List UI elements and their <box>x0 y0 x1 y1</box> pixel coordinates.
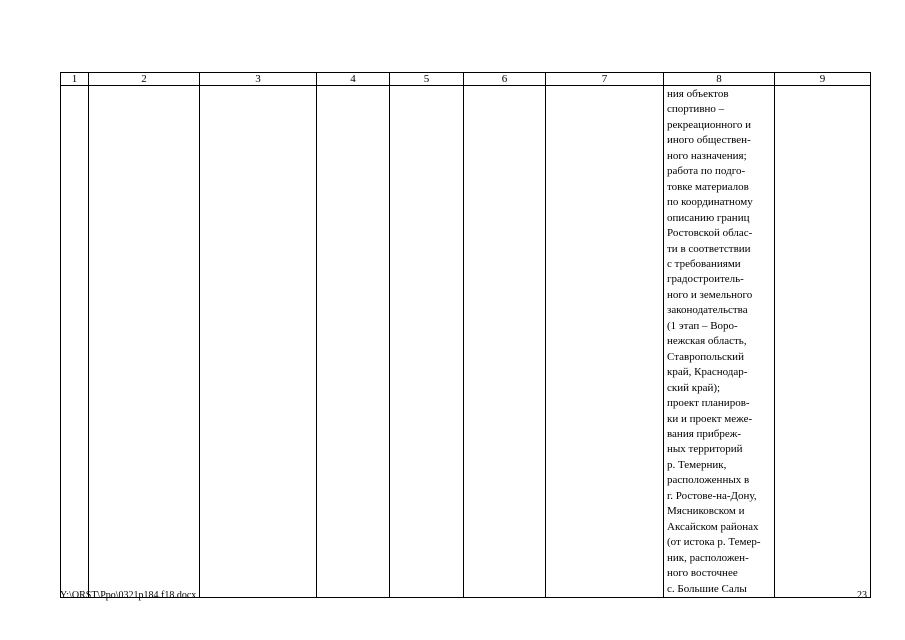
table-cell-col7 <box>546 86 664 598</box>
cell-text-line: (от истока р. Темер- <box>667 536 761 549</box>
column-header-7: 7 <box>546 73 664 86</box>
cell-text-line: Ростовской облас- <box>667 227 753 240</box>
cell-text-line: ного и земельного <box>667 288 753 301</box>
column-header-8: 8 <box>664 73 775 86</box>
table-cell-col4 <box>317 86 390 598</box>
cell-text-line: градостроитель- <box>667 273 744 286</box>
cell-text-line: ния объектов <box>667 88 729 100</box>
table-row <box>61 86 871 598</box>
cell-text-line: вания прибреж- <box>667 427 742 440</box>
cell-text-line: законодательства <box>667 304 748 317</box>
column-header-3: 3 <box>200 73 317 86</box>
cell-text-line: (1 этап – Воро- <box>667 319 738 332</box>
column-header-5: 5 <box>390 73 464 86</box>
cell-text-line: Мясниковском и <box>667 505 745 518</box>
cell-text-line: ного восточнее <box>667 567 738 580</box>
table-cell-col8 <box>664 86 775 598</box>
cell-text-line: Ставропольский <box>667 350 744 363</box>
cell-text-line: проект планиров- <box>667 397 750 410</box>
cell-text-line: по координатному <box>667 196 753 209</box>
data-table <box>60 72 871 598</box>
cell-text-line: ти в соответствии <box>667 242 751 255</box>
column-header-9: 9 <box>775 73 871 86</box>
column-header-6: 6 <box>464 73 546 86</box>
cell-text-line: р. Темерник, <box>667 458 727 471</box>
cell-text-line: спортивно – <box>667 103 725 116</box>
table-cell-col2 <box>89 86 200 598</box>
table-cell-col1 <box>61 86 89 598</box>
table-cell-col5 <box>390 86 464 598</box>
cell-text-line: работа по подго- <box>667 165 746 178</box>
cell-text-line: ский край); <box>667 381 721 394</box>
cell-text-line: г. Ростове-на-Дону, <box>667 489 757 502</box>
table-cell-col6 <box>464 86 546 598</box>
table-cell-col9 <box>775 86 871 598</box>
footer-file-path: Y:\ORST\Ppo\0321p184.f18.docx <box>60 590 197 601</box>
table-header-row <box>61 73 871 86</box>
cell-text-line: расположенных в <box>667 474 750 487</box>
cell-text-line: с. Большие Салы <box>667 582 747 595</box>
cell-text-line: рекреационного и <box>667 118 752 131</box>
cell-text-line: Аксайском районах <box>667 520 759 533</box>
cell-text-line: товке материалов <box>667 180 749 193</box>
cell-text-line: описанию границ <box>667 211 750 224</box>
cell-text-line: край, Краснодар- <box>667 366 748 379</box>
page-number: 23 <box>857 590 867 601</box>
table-cell-col3 <box>200 86 317 598</box>
column-header-4: 4 <box>317 73 390 86</box>
cell-text-line: с требованиями <box>667 257 741 270</box>
cell-text-line: ки и проект меже- <box>667 412 753 425</box>
cell-text-line: нежская область, <box>667 335 747 348</box>
cell-text-line: ного назначения; <box>667 149 747 162</box>
cell-text-line: иного обществен- <box>667 134 751 147</box>
column-header-2: 2 <box>89 73 200 86</box>
cell-text-line: ных территорий <box>667 443 743 456</box>
column-header-1: 1 <box>61 73 89 86</box>
cell-text-line: ник, расположен- <box>667 551 749 564</box>
